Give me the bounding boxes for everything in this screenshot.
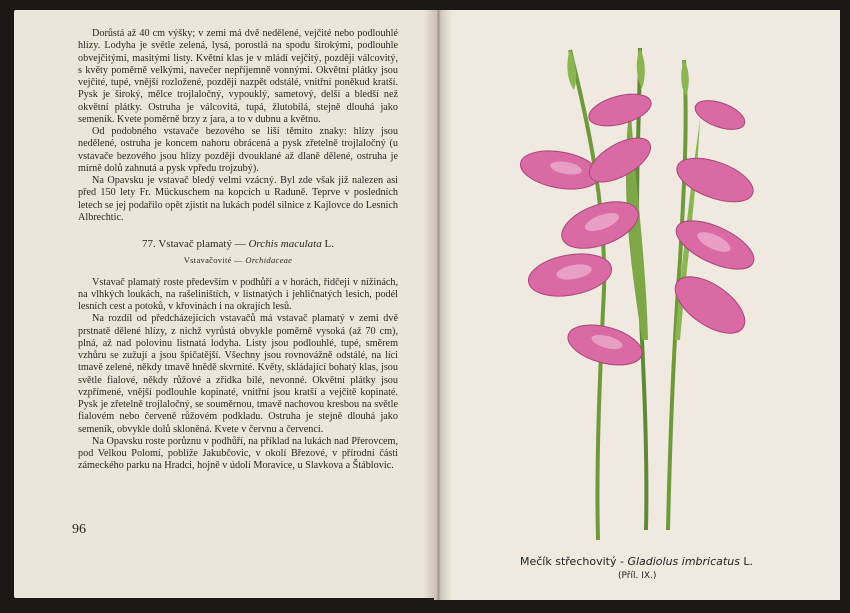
left-page-text [78, 28, 398, 473]
family-line [78, 254, 398, 266]
section-number: 77. [142, 238, 156, 250]
paragraph: Dorůstá až 40 cm výšky; v zemi má dvě nedělené, vejčité nebo podlouhlé hlízy. Lodyha je světle zelená, lysá, porostlá na spodu širokými, podlouhle obvejčitými, masitými listy. Květní klas je v mládí vejčitý, později válcovitý, s květy poměrně velkými, navečer nepříjemně vonnými. Okvětní plátky jsou vejčité, tupé, vnější rozložené, později nazpět odstálé, vnitřní poněkud kratší. Pysk je široký, mělce trojlaločný, vypouklý, sametový, delší a bledší než okvětní plátky. Ostruha je válcovitá, tupá, žlutobílá, stejně dlouhá jako semeník. Kvete poměrně brzy z jara, a to v dubnu a květnu. [78, 28, 398, 125]
paragraph: Od podobného vstavače bezového se liší těmito znaky: hlízy jsou nedělené, ostruha je koncem nahoru obrácená a pysk zřetelně trojlaločný (u vstavače bezového jsou hlízy později dvouklané až dlaně dělené, ostruha je mírně dolů zahnutá a pysk vpředu trojzubý). [78, 126, 398, 174]
section-latin-name: Orchis maculata [248, 238, 322, 250]
book-gutter [424, 10, 452, 600]
family-czech: Vstavačovité — [183, 255, 243, 266]
family-latin: Orchidaceae [245, 255, 293, 266]
caption-latin: Gladiolus imbricatus [627, 555, 740, 568]
caption-czech: Mečík střechovitý - [520, 555, 624, 568]
caption-author: L. [743, 555, 754, 568]
flower-bud [567, 50, 576, 90]
section-czech-name: Vstavač plamatý — [158, 238, 246, 250]
paragraph: Na Opavsku roste porůznu v podhůří, na příklad na lukách nad Přerovcem, pod Velkou Polomí, poblíže Jakubčovic, v okolí Březové, v přírodní části zámeckého parku na Hradci, hojně v údolí Moravice, u Slavkova a Štáblovic. [78, 435, 398, 472]
flower [691, 95, 748, 135]
plate-caption [520, 555, 820, 568]
flower [585, 88, 654, 132]
gladiolus-illustration [470, 40, 770, 550]
plate-reference: (Příl. IX.) [618, 571, 657, 581]
section-heading [78, 238, 398, 250]
paragraph: Vstavač plamatý roste především v podhůří a v horách, řidčeji v nížinách, na vlhkých loukách, na rašeliništích, v listnatých i jehličnatých lesích, podél lesních cest a potoků, v křovinách i na okrajích lesů. [78, 276, 398, 312]
section-author: L. [324, 238, 334, 250]
paragraph: Na Opavsku je vstavač bledý velmi vzácný. Byl zde však již nalezen asi před 150 lety Fr. Mückuschem na kopcích u Raduně. Teprve v posledních letech se jej podařilo opět zjistit na lukách podél silnice z Kajlovce do Lesních Albrechtic. [78, 175, 398, 223]
page-number: 96 [72, 522, 86, 537]
paragraph: Na rozdíl od předcházejících vstavačů má vstavač plamatý v zemi dvě prstnatě dělené hlízy, z nichž vyrůstá obvykle poměrně vysoká (až 70 cm), plná, až nad polovinu listnatá lodyha. Listy jsou podlouhlé, tupé, směrem vzhůru se zužují a jsou špičatější. Všechny jsou rovnovážně odstálé, na líci tmavě zelené, někdy tmavě hnědě skvrnité. Květy, skládající bohatý klas, jsou světle fialové, někdy růžové a zřídka bílé, nevonné. Okvětní plátky jsou vzpřímené, vnější podlouhle kopinaté, vnitřní jsou kratší a vejčitě kopinaté. Pysk je zřetelně trojlaločný, se souměrnou, tmavě nachovou kresbou na světle fialovém nebo červeně růžovém podkladu. Ostruha je stejně dlouhá jako semeník, obvykle dolů skloněná. Kvete v červnu a červenci. [78, 313, 398, 435]
